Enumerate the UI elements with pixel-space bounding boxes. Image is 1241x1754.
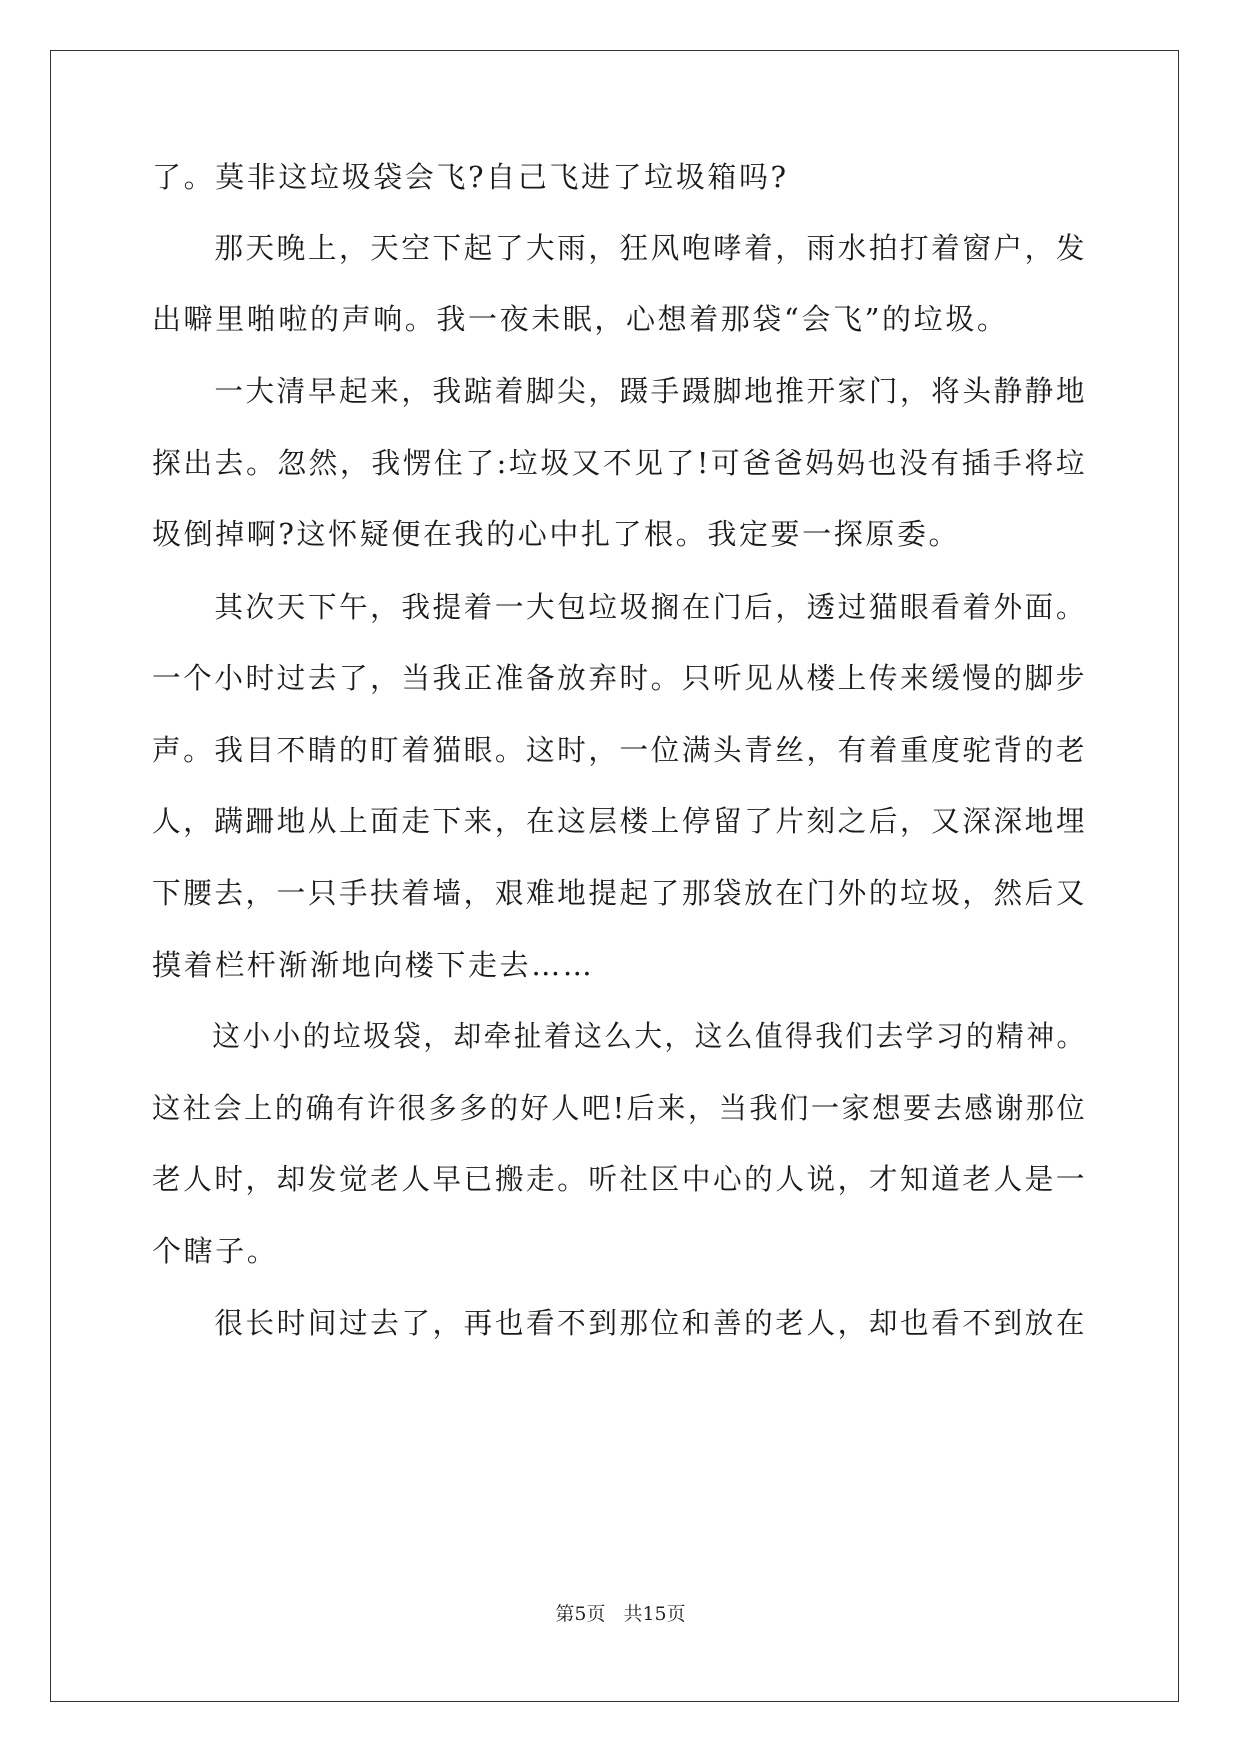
text-line: 个瞎子。 (152, 1234, 279, 1268)
text-line: 老人时，却发觉老人早已搬走。听社区中心的人说，才知道老人是一 (152, 1162, 1088, 1196)
text-line: 出噼里啪啦的声响。我一夜未眠，心想着那袋“会飞”的垃圾。 (152, 302, 1009, 336)
page-footer (0, 1602, 1241, 1626)
text-line: 探出去。忽然，我愣住了:垃圾又不见了!可爸爸妈妈也没有插手将垃 (152, 446, 1088, 480)
text-line: 一个小时过去了，当我正准备放弃时。只听见从楼上传来缓慢的脚步 (152, 661, 1088, 695)
text-line: 这社会上的确有许很多多的好人吧!后来，当我们一家想要去感谢那位 (152, 1091, 1088, 1125)
text-line: 那天晚上，天空下起了大雨，狂风咆哮着，雨水拍打着窗户，发 (152, 231, 1088, 265)
text-line: 下腰去，一只手扶着墙，艰难地提起了那袋放在门外的垃圾，然后又 (152, 876, 1088, 910)
page-number: 第5页 (555, 1603, 606, 1625)
text-line: 一大清早起来，我踮着脚尖，蹑手蹑脚地推开家门，将头静静地 (152, 374, 1088, 408)
text-line: 了。莫非这垃圾袋会飞?自己飞进了垃圾箱吗? (152, 160, 789, 194)
text-line: 圾倒掉啊?这怀疑便在我的心中扎了根。我定要一探原委。 (152, 517, 961, 551)
page-total: 共15页 (623, 1603, 686, 1625)
text-line: 这小小的垃圾袋，却牵扯着这么大，这么值得我们去学习的精神。 (152, 1019, 1087, 1053)
text-line: 摸着栏杆渐渐地向楼下走去…… (152, 948, 595, 982)
text-line: 很长时间过去了，再也看不到那位和善的老人，却也看不到放在 (152, 1306, 1088, 1340)
text-line: 人，蹒跚地从上面走下来，在这层楼上停留了片刻之后，又深深地埋 (152, 804, 1088, 838)
text-line: 其次天下午，我提着一大包垃圾搁在门后，透过猫眼看着外面。 (152, 590, 1088, 624)
text-line: 声。我目不睛的盯着猫眼。这时，一位满头青丝，有着重度驼背的老 (152, 733, 1088, 767)
